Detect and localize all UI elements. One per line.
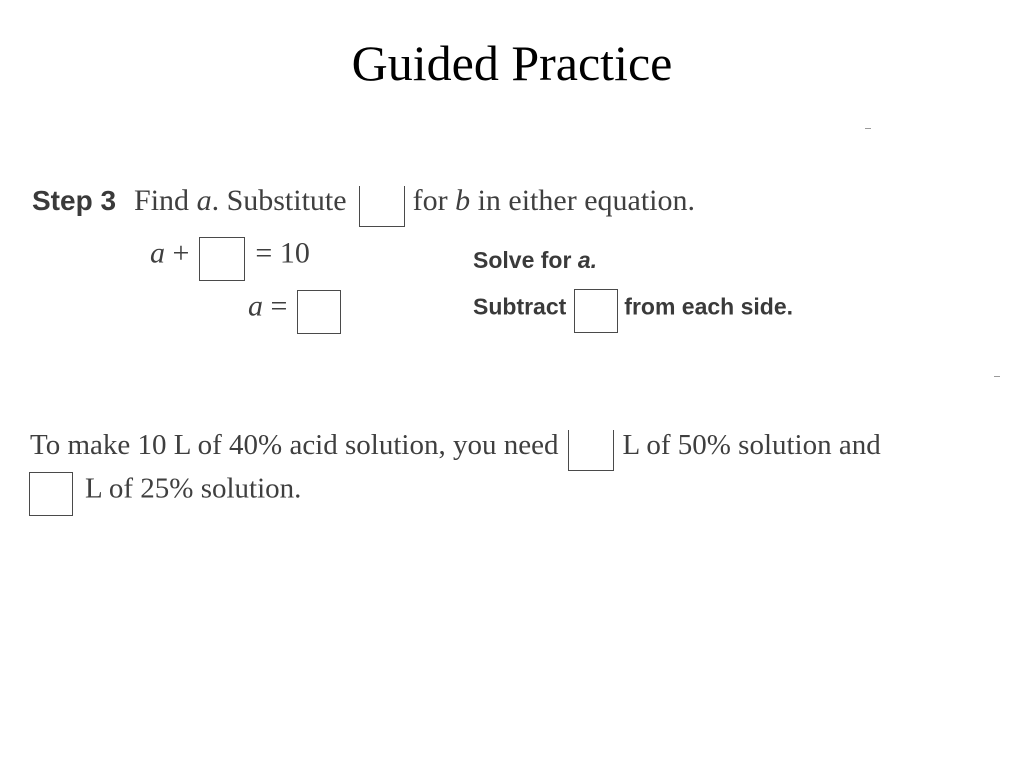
equation-1-plus: + (165, 236, 190, 270)
equation-2-hint-rest: from each side. (624, 293, 794, 320)
step-intro-find: Find (134, 184, 197, 218)
equation-2 (248, 290, 341, 334)
equation-1-hint-variable: a. (577, 247, 597, 273)
equation-1-right-side: = 10 (255, 236, 310, 270)
conclusion-25-percent-box[interactable] (29, 472, 73, 516)
step-intro-line (32, 186, 695, 227)
equation-1-answer-box[interactable] (199, 237, 245, 281)
step-intro-variable-a: a (196, 184, 212, 218)
decorative-tick-top (865, 128, 871, 129)
equation-2-hint (473, 289, 793, 333)
step-intro-variable-b: b (455, 184, 471, 218)
equation-2-answer-box[interactable] (297, 290, 341, 334)
substitute-answer-box[interactable] (359, 186, 405, 227)
equation-1-hint (473, 249, 597, 272)
conclusion-50-percent-box[interactable] (568, 430, 614, 471)
subtract-answer-box[interactable] (574, 289, 618, 333)
equation-1 (150, 237, 310, 281)
equation-1-hint-text: Solve for (473, 247, 578, 273)
step-intro-for: for (412, 184, 456, 218)
equation-2-variable-a: a (248, 289, 263, 323)
slide-title: Guided Practice (351, 35, 673, 91)
conclusion-line-2 (29, 472, 301, 516)
equation-2-equals: = (263, 289, 288, 323)
step-intro-substitute: . Substitute (211, 184, 347, 218)
conclusion-part-2: L of 50% solution and (622, 429, 881, 462)
conclusion-part-1: To make 10 L of 40% acid solution, you need (30, 429, 559, 462)
decorative-tick-middle (994, 376, 1000, 377)
equation-1-variable-a: a (150, 236, 165, 270)
equation-2-hint-subtract: Subtract (473, 293, 567, 320)
step-intro-rest: in either equation. (470, 184, 695, 218)
conclusion-line-1 (30, 430, 881, 471)
conclusion-part-3: L of 25% solution. (85, 472, 302, 505)
step-label: Step 3 (32, 185, 117, 217)
